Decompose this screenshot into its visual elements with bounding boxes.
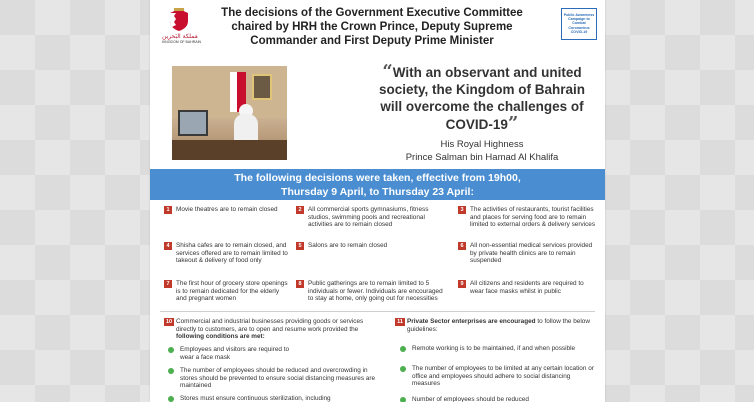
decision-number: 6 [458, 242, 466, 250]
bahrain-logo [162, 8, 202, 44]
bullet-item: Stores must ensure continuous sterilization, including [180, 395, 331, 402]
decision-item [458, 242, 598, 265]
quote-attribution [372, 138, 592, 164]
decision-text: The first hour of grocery store openings is to remain dedicated for the elderly and pregnant women [176, 280, 288, 303]
decision-text: All citizens and residents are required to wear face masks whilst in public [470, 280, 584, 295]
decision-number: 1 [164, 206, 172, 214]
decision-text: Shisha cafes are to remain closed, and services offered are to remain limited to takeout & delivery of food only [176, 242, 288, 265]
bullet-item: Remote working is to be maintained, if and when possible [412, 345, 576, 352]
decision-number: 5 [296, 242, 304, 250]
decision-item [296, 206, 446, 229]
banner-line-1: The following decisions were taken, effective from 19h00, [234, 172, 521, 184]
campaign-badge: Public Awareness Campaign to Combat Coronavirus COVID-19 [561, 8, 597, 40]
quote-block [372, 63, 592, 133]
logo-english-text: KINGDOM OF BAHRAIN [162, 40, 202, 44]
decision-number: 8 [296, 280, 304, 288]
section-divider [160, 311, 595, 312]
decision-text [176, 318, 379, 341]
decision-number: 7 [164, 280, 172, 288]
bullet-icon [400, 366, 406, 372]
bullet-icon [400, 346, 406, 352]
bullet-item: The number of employees to be limited at any certain location or office and employees should adhere to social distancing measures [412, 365, 594, 388]
item10-text: Commercial and industrial businesses providing goods or services directly to customers, are to open and resume work provided the [176, 318, 364, 333]
decision-number: 3 [458, 206, 466, 214]
logo-arabic-text: مَملكة البَحرين [162, 33, 198, 40]
bullet-item: The number of employees should be reduced and overcrowding in stores should be prevented to ensure social distancing measures are maintained [180, 367, 376, 390]
decision-number: 2 [296, 206, 304, 214]
crown-prince-photo [172, 66, 287, 160]
bullet-icon [168, 396, 174, 402]
decision-item-11 [395, 318, 600, 333]
decision-item-10 [164, 318, 379, 341]
attribution-title: His Royal Highness [440, 139, 524, 150]
close-quote-mark: ” [507, 113, 519, 134]
decision-text: Salons are to remain closed [308, 242, 388, 249]
decision-number: 4 [164, 242, 172, 250]
decision-text: All non-essential medical services provided by private health clinics are to remain suspended [470, 242, 593, 265]
item10-bold-text: following conditions are met: [176, 333, 265, 341]
item11-text: to follow the below guidelines: [407, 318, 590, 333]
decision-item [164, 206, 289, 214]
attribution-name: Prince Salman bin Hamad Al Khalifa [405, 152, 559, 163]
item11-bold-text: Private Sector enterprises are encouraged [407, 318, 536, 325]
crest-icon [168, 8, 190, 32]
open-quote-mark: “ [382, 61, 393, 82]
bullet-icon [400, 397, 406, 402]
bullet-icon [168, 347, 174, 353]
decision-item [458, 280, 598, 295]
bullet-item: Employees and visitors are required to wear a face mask [180, 346, 290, 361]
decision-item [458, 206, 598, 229]
decision-item [296, 242, 446, 250]
decision-text: All commercial sports gymnasiums, fitness studios, swimming pools and recreational activities are to remain closed [308, 206, 429, 229]
banner-line-2: Thursday 9 April, to Thursday 23 April: [281, 186, 474, 198]
decision-item [164, 280, 289, 303]
decision-item [164, 242, 289, 265]
decision-number: 9 [458, 280, 466, 288]
decision-text [407, 318, 600, 333]
page-title: The decisions of the Government Executive Committee chaired by HRH the Crown Prince, Deputy Supreme Commander and First Deputy Prime Minister [221, 7, 523, 47]
decision-text: Public gatherings are to remain limited to 5 individuals or fewer. Individuals are encouraged to stay at home, only going out for necessities [308, 280, 443, 303]
decision-number: 10 [165, 319, 173, 325]
decisions-banner [150, 169, 605, 200]
quote-text: With an observant and united society, the Kingdom of Bahrain will overcome the challenges of COVID-19 [378, 65, 586, 132]
bullet-icon [168, 368, 174, 374]
decision-number: 11 [395, 318, 405, 326]
bullet-item: Number of employees should be reduced [412, 396, 529, 402]
document-page [150, 0, 605, 402]
decision-text: Movie theatres are to remain closed [176, 206, 278, 213]
decision-item [296, 280, 446, 303]
decision-text: The activities of restaurants, tourist facilities and places for serving food are to remain limited to external orders & delivery services [470, 206, 596, 229]
